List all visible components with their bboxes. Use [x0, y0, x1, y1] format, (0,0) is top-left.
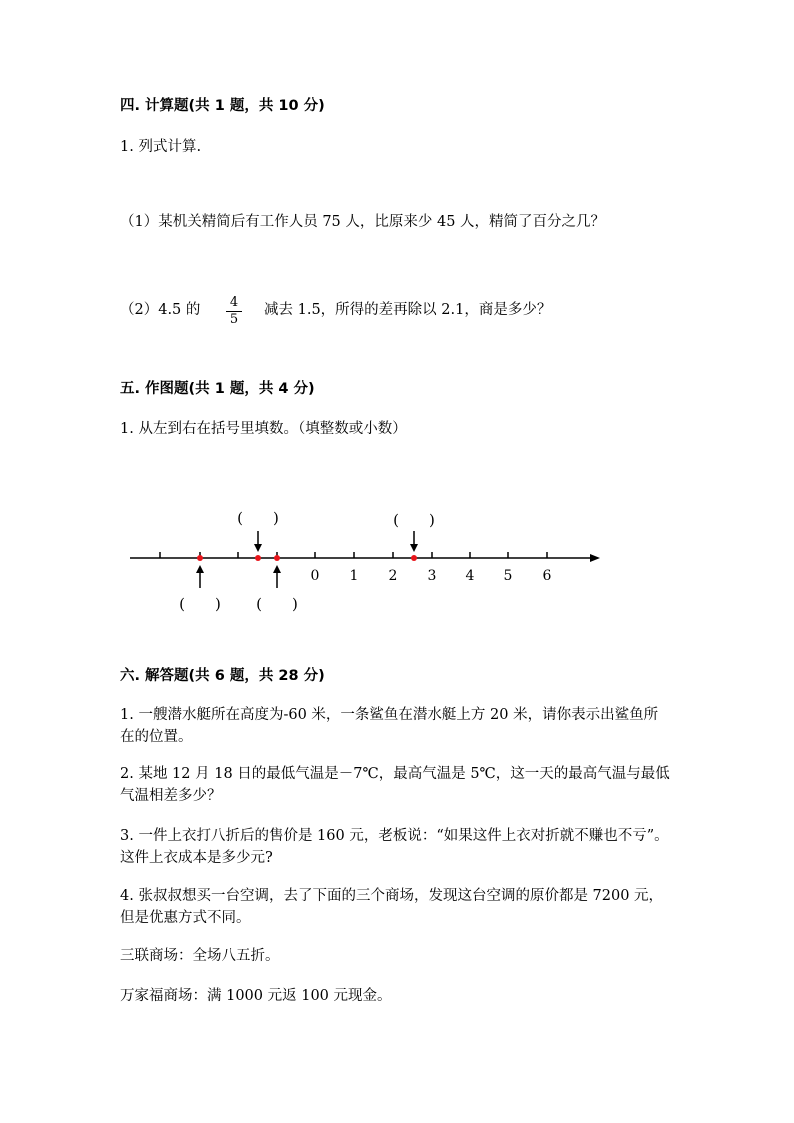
point-a: [197, 555, 203, 561]
tick-label-6: 6: [542, 568, 552, 584]
section-6-question-2: 2. 某地 12 月 18 日的最低气温是－7℃，最高气温是 5℃，这一天的最高气温与最低气温相差多少？: [120, 766, 670, 804]
section-6-question-3: 3. 一件上衣打八折后的售价是 160 元，老板说：“如果这件上衣对折就不赚也不亏”。这件上衣成本是多少元?: [120, 828, 669, 866]
tick-label-5: 5: [503, 568, 513, 584]
answer-bracket-bottom-2: ( ): [256, 595, 298, 613]
section-6-question-4: 4. 张叔叔想买一台空调，去了下面的三个商场，发现这台空调的原价都是 7200 元，但是优惠方式不同。: [120, 888, 664, 926]
arrow-up-icon: [273, 565, 281, 588]
number-line-figure: [0, 495, 794, 635]
answer-bracket-top-2: ( ): [393, 511, 435, 529]
arrow-up-icon: [196, 565, 204, 588]
tick-label-4: 4: [465, 568, 475, 584]
answer-bracket-top-1: ( ): [237, 509, 279, 527]
tick-label-1: 1: [349, 568, 359, 584]
point-c: [274, 555, 280, 561]
fraction-four-fifths: [226, 296, 242, 327]
section-4-question-1-part-1: （1）某机关精简后有工作人员 75 人，比原来少 45 人，精简了百分之几？: [120, 214, 606, 230]
fraction-denominator: 5: [229, 312, 239, 327]
arrow-down-icon: [410, 531, 418, 552]
tick-label-3: 3: [427, 568, 437, 584]
shop-wanjiafu-offer: 万家福商场：满 1000 元返 100 元现金。: [120, 988, 392, 1004]
section-4-question-1-title: 1. 列式计算.: [120, 139, 202, 155]
section-4-question-1-part-2-prefix: （2）4.5 的: [120, 302, 201, 318]
tick-label-2: 2: [388, 568, 398, 584]
section-6-question-1: 1. 一艘潜水艇所在高度为-60 米，一条鲨鱼在潜水艇上方 20 米，请你表示出鲨鱼所在的位置。: [120, 707, 659, 745]
arrow-down-icon: [254, 531, 262, 552]
section-6-heading: 六. 解答题(共 6 题，共 28 分): [120, 668, 325, 684]
axis-arrowhead-icon: [590, 554, 600, 562]
answer-bracket-bottom-1: ( ): [179, 595, 221, 613]
shop-sanlian-offer: 三联商场：全场八五折。: [120, 948, 280, 964]
number-line-tick-labels: [311, 568, 552, 584]
section-5-heading: 五. 作图题(共 1 题，共 4 分): [120, 381, 315, 397]
section-5-question-1-title: 1. 从左到右在括号里填数。（填整数或小数）: [120, 421, 407, 437]
fraction-numerator: 4: [229, 295, 239, 310]
section-4-heading: 四. 计算题(共 1 题，共 10 分): [120, 98, 325, 114]
point-d: [411, 555, 417, 561]
section-4-question-1-part-2-suffix: 减去 1.5，所得的差再除以 2.1，商是多少？: [264, 302, 552, 318]
tick-label-0: 0: [310, 568, 320, 584]
number-line-ticks: [160, 552, 547, 558]
point-b: [255, 555, 261, 561]
